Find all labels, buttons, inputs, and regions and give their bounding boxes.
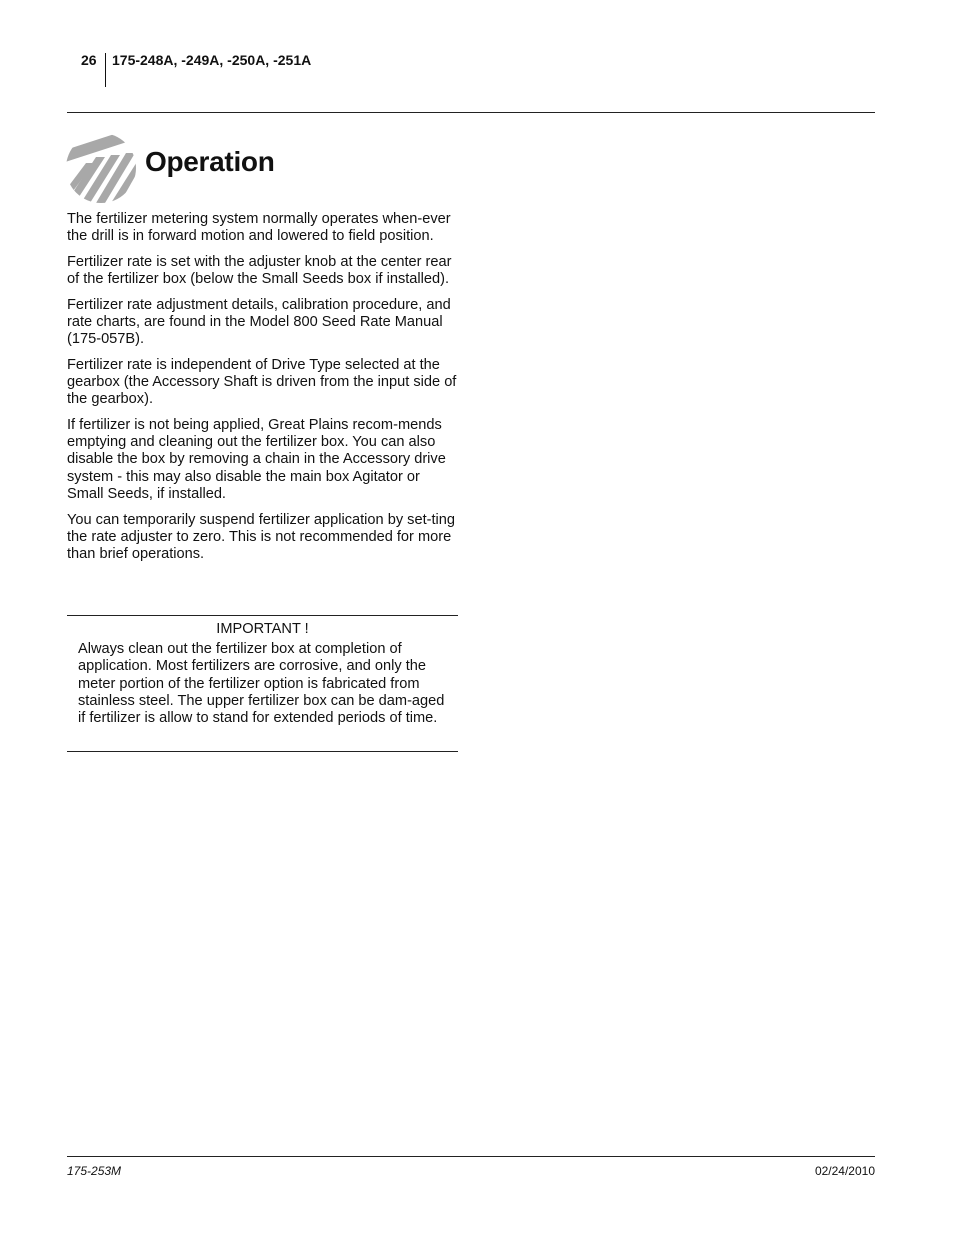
section-logo-icon [66,133,136,203]
paragraph: Fertilizer rate adjustment details, calibration procedure, and rate charts, are found in the Model 800 Seed Rate Manual (175-057B). [67,296,451,348]
important-heading: IMPORTANT ! [216,621,309,637]
model-numbers: 175-248A, -249A, -250A, -251A [112,52,312,68]
paragraph: The fertilizer metering system normally operates when-ever the drill is in forward motion and lowered to field position. [67,211,451,245]
page-number: 26 [81,52,97,68]
body-text [67,211,459,572]
section-title: Operation [145,146,275,177]
bottom-rule [67,1156,875,1157]
revision-date: 02/24/2010 [814,1164,875,1178]
paragraph: Fertilizer rate is set with the adjuster knob at the center rear of the fertilizer box (below the Small Seeds box if installed). [67,253,452,288]
top-rule [67,112,875,113]
important-notice [67,615,458,752]
header-divider [105,53,106,87]
paragraph: If fertilizer is not being applied, Great Plains recom-mends emptying and cleaning out the fertilizer box. You can also disable the box by removing a chain in the Accessory drive system - this may also disable the main box Agitator or Small Seeds, if installed. [67,417,446,502]
important-text: Always clean out the fertilizer box at completion of application. Most fertilizers are corrosive, and only the meter portion of the fertilizer option is fabricated from stainless steel. The upper fertilizer box can be dam-aged if fertilizer is allow to stand for extended periods of time. [78,641,445,727]
paragraph: Fertilizer rate is independent of Drive Type selected at the gearbox (the Accessory Shaft is driven from the input side of the gearbox). [67,356,457,408]
paragraph: You can temporarily suspend fertilizer application by set-ting the rate adjuster to zero. This is not recommended for more than brief operations. [67,511,456,562]
document-number: 175-253M [67,1164,122,1178]
